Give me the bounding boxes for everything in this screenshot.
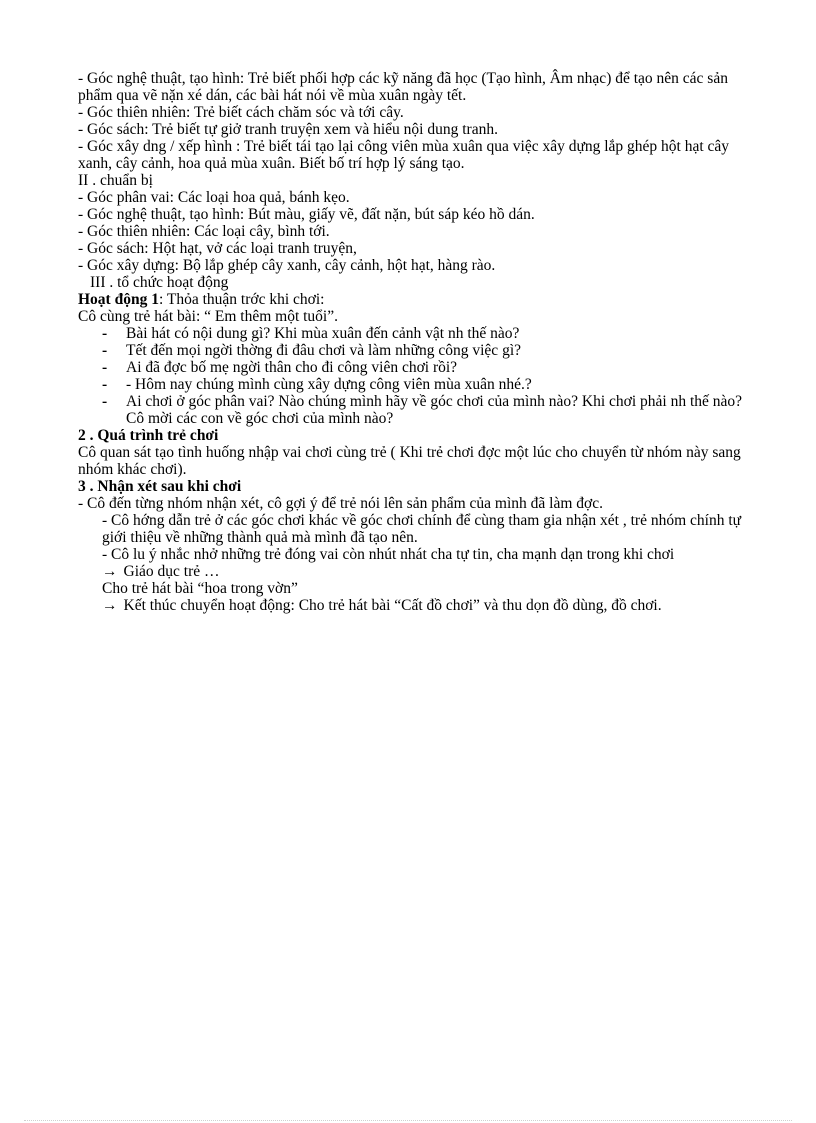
text-line: - Góc thiên nhiên: Các loại cây, bình tới. [78,223,330,240]
text-line: Cô cùng trẻ hát bài: “ Em thêm một tuổi”. [78,308,338,325]
document-page [78,70,748,614]
section-heading: II . chuẩn bị [78,172,153,189]
list-item [78,393,748,427]
list-item-text: Ai đã đợc bố mẹ ngời thân cho đi công viên chơi rồi? [126,359,458,376]
text-line: - Cô hớng dẫn trẻ ở các góc chơi khác về góc chơi chính để cùng tham gia nhận xét , trẻ nhóm chính tự giới thiệu về những thành quả mà mình đã tạo nên. [102,512,742,546]
activity-heading [78,291,748,308]
list-item-text: Bài hát có nội dung gì? Khi mùa xuân đến cảnh vật nh thế nào? [126,325,520,342]
text-line: - Cô đến từng nhóm nhận xét, cô gợi ý để trẻ nói lên sản phẩm của mình đã làm đợc. [78,495,603,512]
list-item-text: Ai chơi ở góc phân vai? Nào chúng mình hãy về góc chơi của mình nào? Khi chơi phải nh thế nào? Cô mời các con về góc chơi của mình nào? [126,393,743,427]
arrow-text: Giáo dục trẻ … [123,563,220,580]
text-line: - Góc sách: Hột hạt, vở các loại tranh truyện, [78,240,357,257]
list-item [78,342,748,359]
list-item [78,325,748,342]
text-line: - Góc thiên nhiên: Trẻ biết cách chăm sóc và tới cây. [78,104,404,121]
list-item [78,376,748,393]
dash-marker: - [102,325,108,342]
page-footer-rule [24,1120,792,1121]
dash-marker: - [102,359,108,376]
dash-marker: - [102,393,108,410]
activity-subtitle: : Thỏa thuận trớc khi chơi: [158,291,325,308]
text-line: - Góc xây dựng: Bộ lắp ghép cây xanh, cây cảnh, hột hạt, hàng rào. [78,257,496,274]
section-heading: 3 . Nhận xét sau khi chơi [78,478,242,495]
arrow-icon: → [102,563,118,580]
text-line: - Góc xây dng / xếp hình : Trẻ biết tái tạo lại công viên mùa xuân qua việc xây dựng lắp ghép hột hạt cây xanh, cây cảnh, hoa quả mùa xuân. Biết bố trí hợp lý sáng tạo. [78,138,730,172]
dash-marker: - [102,342,108,359]
section-heading: III . tổ chức hoạt động [90,274,229,291]
list-item-text: - Hôm nay chúng mình cùng xây dựng công viên mùa xuân nhé.? [126,376,532,393]
question-list [78,325,748,427]
text-line: - Góc sách: Trẻ biết tự giở tranh truyện xem và hiểu nội dung tranh. [78,121,498,138]
text-line: - Cô lu ý nhắc nhở những trẻ đóng vai còn nhút nhát cha tự tin, cha mạnh dạn trong khi chơi [102,546,675,563]
text-line: - Góc nghệ thuật, tạo hình: Bút màu, giấy vẽ, đất nặn, bút sáp kéo hồ dán. [78,206,535,223]
list-item-text: Tết đến mọi ngời thờng đi đâu chơi và làm những công việc gì? [126,342,522,359]
text-line [78,563,748,580]
section-heading: 2 . Quá trình trẻ chơi [78,427,219,444]
arrow-icon: → [102,597,118,614]
activity-title: Hoạt động 1 [78,291,159,308]
text-line: Cho trẻ hát bài “hoa trong vờn” [102,580,298,597]
text-line: Cô quan sát tạo tình huống nhập vai chơi cùng trẻ ( Khi trẻ chơi đợc một lúc cho chuyển từ nhóm này sang nhóm khác chơi). [78,444,741,478]
text-line: - Góc phân vai: Các loại hoa quả, bánh kẹo. [78,189,350,206]
dash-marker: - [102,376,108,393]
list-item [78,359,748,376]
arrow-text: Kết thúc chuyển hoạt động: Cho trẻ hát bài “Cất đồ chơi” và thu dọn đồ dùng, đồ chơi. [123,597,662,614]
text-line: - Góc nghệ thuật, tạo hình: Trẻ biết phối hợp các kỹ năng đã học (Tạo hình, Âm nhạc) để tạo nên các sản phẩm qua vẽ nặn xé dán, các bài hát nói về mùa xuân ngày tết. [78,70,728,104]
text-line [78,597,748,614]
